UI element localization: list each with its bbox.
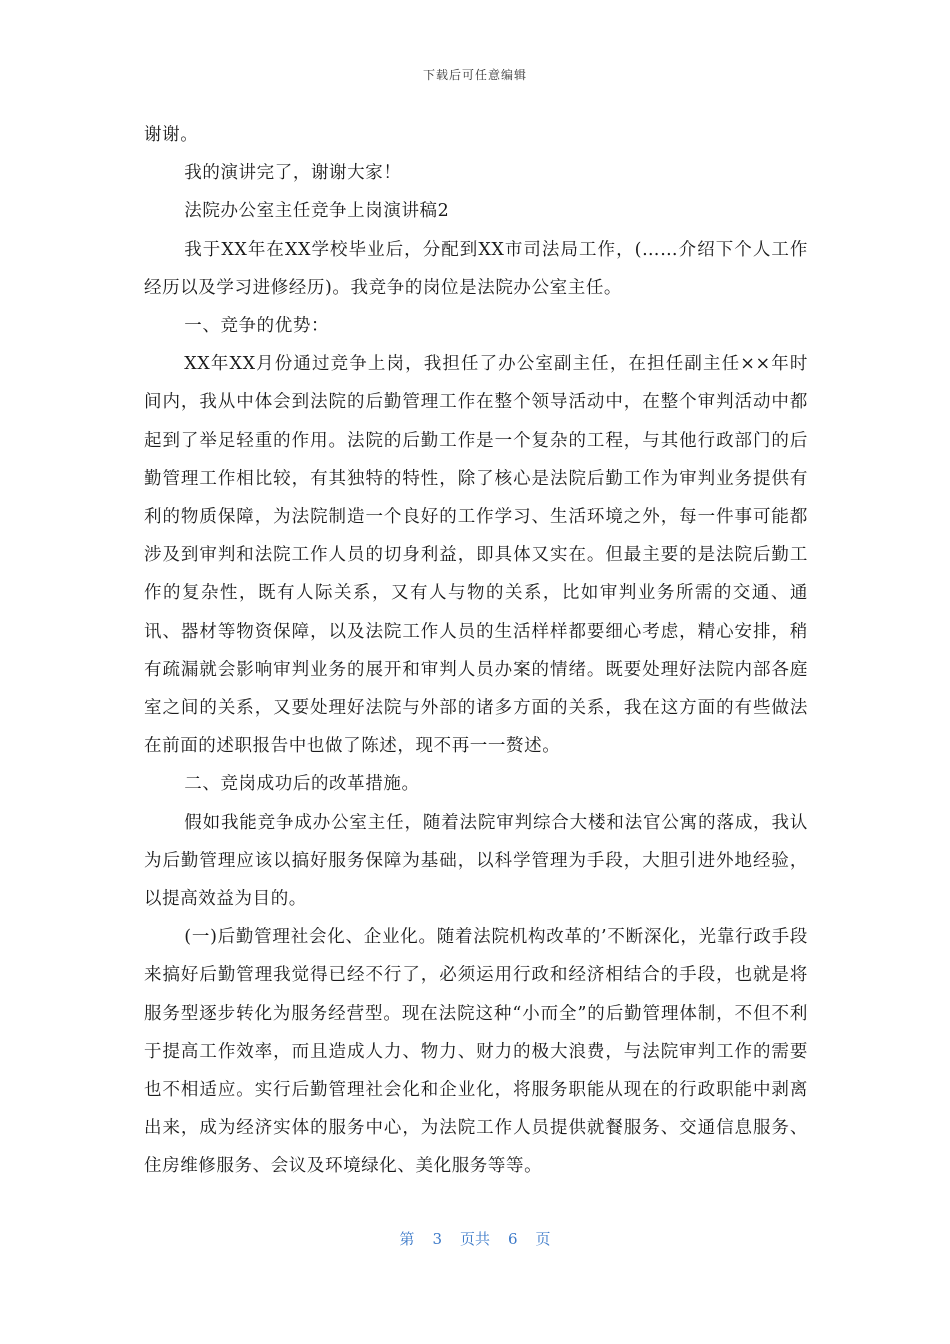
heading-advantages: 一、竞争的优势： [184,316,330,337]
footer-label-of: 页共 [459,1230,490,1248]
section-title: 法院办公室主任竞争上岗演讲稿2 [184,201,450,222]
paragraph-intro: 我于XX年在XX学校毕业后，分配到XX市司法局工作，(……介绍下个人工作经历以及学习进修经历)。我竞争的岗位是法院办公室主任。 [144,239,808,298]
footer-label-page: 第 [399,1230,415,1248]
paragraph-socialization: (一)后勤管理社会化、企业化。随着法院机构改革的’不断深化，光靠行政手段来搞好后勤管理我觉得已经不行了，必须运用行政和经济相结合的手段，也就是将服务型逐步转化为服务经营型。现在法院这种“小而全”的后勤管理体制，不但不利于提高工作效率，而且造成人力、物力、财力的极大浪费，与法院审判工作的需要也不相适应。实行后勤管理社会化和企业化，将服务职能从现在的行政职能中剥离出来，成为经济实体的服务中心，为法院工作人员提供就餐服务、交通信息服务、住房维修服务、会议及环境绿化、美化服务等等。 [144,927,808,1177]
footer-label-end: 页 [535,1230,551,1248]
document-body [144,116,808,1186]
paragraph-2: 我的演讲完了，谢谢大家！ [184,163,402,184]
paragraph-1: 谢谢。 [144,125,199,145]
heading-reform: 二、竞岗成功后的改革措施。 [184,774,420,795]
footer-total-pages: 6 [508,1230,518,1248]
paragraph-advantages: XX年XX月份通过竞争上岗，我担任了办公室副主任，在担任副主任××年时间内，我从中体会到法院的后勤管理工作在整个领导活动中，在整个审判活动中都起到了举足轻重的作用。法院的后勤工作是一个复杂的工程，与其他行政部门的后勤管理工作相比较，有其独特的特性，除了核心是法院后勤工作为审判业务提供有利的物质保障，为法院制造一个良好的工作学习、生活环境之外，每一件事可能都涉及到审判和法院工作人员的切身利益，即具体又实在。但最主要的是法院后勤工作的复杂性，既有人际关系，又有人与物的关系，比如审判业务所需的交通、通讯、器材等物资保障，以及法院工作人员的生活样样都要细心考虑，精心安排，稍有疏漏就会影响审判业务的展开和审判人员办案的情绪。既要处理好法院内部各庭室之间的关系，又要处理好法院与外部的诸多方面的关系，我在这方面的有些做法在前面的述职报告中也做了陈述，现不再一一赘述。 [144,354,808,757]
page-footer [0,1228,950,1249]
footer-current-page: 3 [432,1230,442,1248]
header-note: 下载后可任意编辑 [422,68,527,82]
paragraph-reform: 假如我能竞争成办公室主任，随着法院审判综合大楼和法官公寓的落成，我认为后勤管理应该以搞好服务保障为基础，以科学管理为手段，大胆引进外地经验，以提高效益为目的。 [144,812,808,910]
